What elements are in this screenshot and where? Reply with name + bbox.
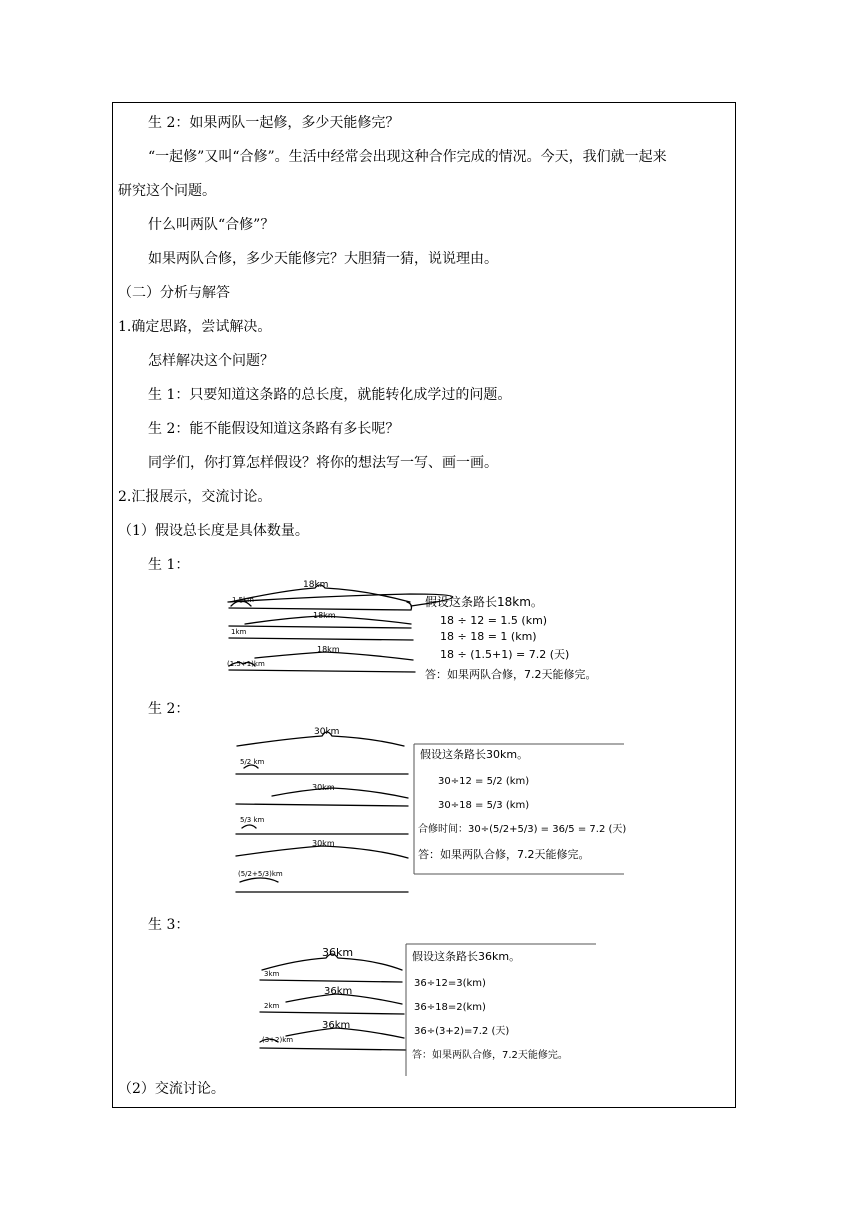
paragraph: 怎样解决这个问题？ (148, 353, 274, 369)
step-heading: 1.确定思路，尝试解决。 (118, 319, 272, 335)
sketch-label: 36km (324, 986, 353, 997)
student1-sketch (225, 578, 635, 688)
solution-line: 答：如果两队合修，7.2天能修完。 (412, 1050, 568, 1061)
solution-line: 合修时间：30÷(5/2+5/3) = 36/5 = 7.2 (天) (418, 824, 627, 835)
paragraph: 研究这个问题。 (118, 183, 216, 199)
sketch-label: 3km (264, 970, 280, 978)
solution-line: 答：如果两队合修，7.2天能修完。 (425, 668, 597, 681)
paragraph: （2）交流讨论。 (118, 1081, 225, 1097)
sketch-label: 5/2 km (240, 758, 265, 766)
section-heading: （二）分析与解答 (118, 285, 230, 301)
solution-line: 假设这条路长36km。 (412, 950, 521, 963)
sketch-label: 36km (322, 946, 354, 959)
student-label: 生 2： (148, 701, 190, 717)
student-label: 生 1： (148, 557, 190, 573)
sketch-label: 36km (322, 1020, 351, 1031)
sketch-label: 30km (312, 839, 335, 848)
solution-line: 30÷18 = 5/3 (km) (438, 800, 530, 811)
sketch-label: 1km (231, 628, 247, 636)
sketch-label: 18km (303, 580, 329, 590)
solution-line: 假设这条路长18km。 (425, 595, 543, 609)
student2-sketch (232, 724, 627, 900)
sketch-label: (3+2)km (262, 1036, 294, 1044)
sketch-label: 18km (317, 645, 340, 654)
sketch-label: 5/3 km (240, 816, 265, 824)
sketch-label: 2km (264, 1002, 280, 1010)
sketch-label: 30km (312, 783, 335, 792)
paragraph: 什么叫两队“合修”？ (148, 217, 275, 233)
step-heading: 2.汇报展示，交流讨论。 (118, 489, 272, 505)
student3-sketch (256, 938, 601, 1078)
paragraph: 同学们，你打算怎样假设？将你的想法写一写、画一画。 (148, 455, 498, 471)
paragraph: “一起修”又叫“合修”。生活中经常会出现这种合作完成的情况。今天，我们就一起来 (148, 149, 667, 165)
solution-line: 36÷12=3(km) (414, 978, 486, 989)
solution-line: 30÷12 = 5/2 (km) (438, 776, 530, 787)
sketch-label: (1.5+1)km (227, 660, 265, 668)
solution-line: 36÷18=2(km) (414, 1002, 486, 1013)
sketch-label: 1.5km (232, 596, 255, 604)
solution-line: 假设这条路长30km。 (420, 748, 529, 761)
paragraph: 如果两队合修，多少天能修完？大胆猜一猜，说说理由。 (148, 251, 498, 267)
student-label: 生 3： (148, 917, 190, 933)
solution-line: 18 ÷ 18 = 1 (km) (440, 630, 537, 643)
sketch-label: (5/2+5/3)km (238, 870, 283, 878)
paragraph: （1）假设总长度是具体数量。 (118, 523, 309, 539)
paragraph: 生 2：能不能假设知道这条路有多长呢？ (148, 421, 400, 437)
sketch-label: 30km (314, 727, 340, 737)
paragraph: 生 1：只要知道这条路的总长度，就能转化成学过的问题。 (148, 387, 512, 403)
solution-line: 18 ÷ (1.5+1) = 7.2 (天) (440, 648, 570, 661)
solution-line: 答：如果两队合修，7.2天能修完。 (418, 848, 590, 861)
paragraph: 生 2：如果两队一起修，多少天能修完？ (148, 115, 400, 131)
solution-line: 36÷(3+2)=7.2 (天) (414, 1026, 510, 1037)
solution-line: 18 ÷ 12 = 1.5 (km) (440, 614, 548, 627)
sketch-label: 18km (313, 611, 336, 620)
